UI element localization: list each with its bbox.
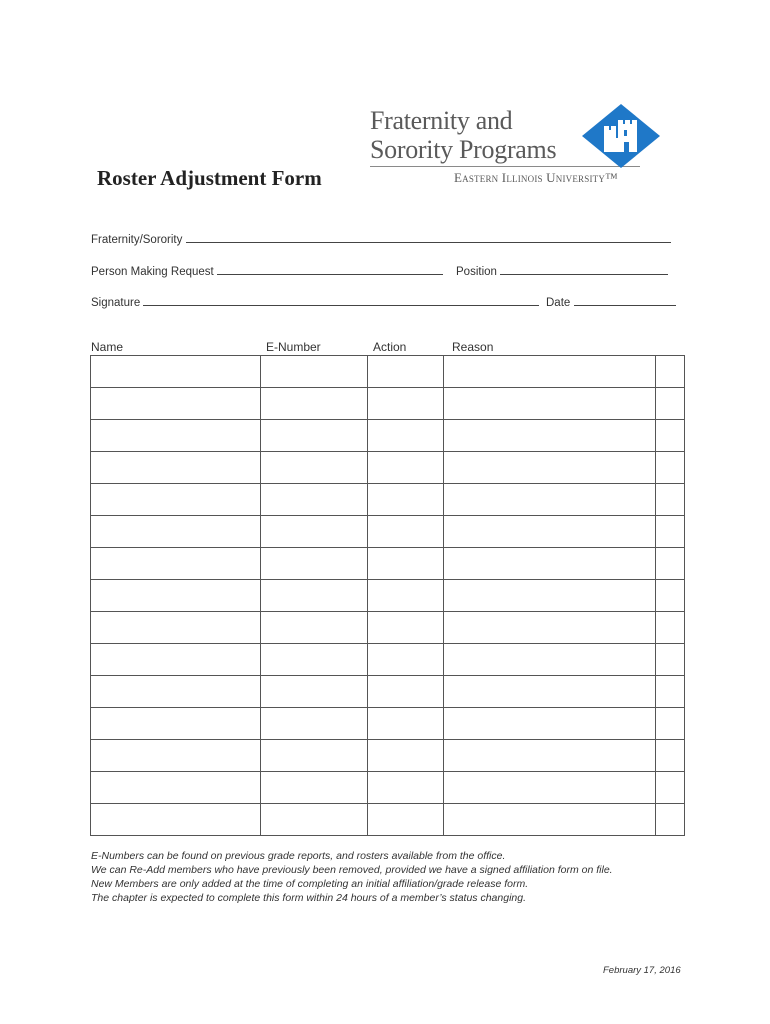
column-header-name: Name: [91, 340, 124, 354]
extra-cell[interactable]: [656, 580, 685, 612]
reason-cell[interactable]: [444, 676, 656, 708]
extra-cell[interactable]: [656, 644, 685, 676]
date-field[interactable]: [546, 295, 676, 309]
table-row: [91, 356, 685, 388]
extra-cell[interactable]: [656, 548, 685, 580]
name-cell[interactable]: [91, 356, 261, 388]
extra-cell[interactable]: [656, 420, 685, 452]
e-number-cell[interactable]: [261, 356, 368, 388]
reason-cell[interactable]: [444, 420, 656, 452]
action-cell[interactable]: [368, 644, 444, 676]
column-header-reason: Reason: [452, 340, 494, 354]
action-cell[interactable]: [368, 772, 444, 804]
reason-cell[interactable]: [444, 388, 656, 420]
reason-cell[interactable]: [444, 484, 656, 516]
e-number-cell[interactable]: [261, 676, 368, 708]
note-line: E-Numbers can be found on previous grade reports, and rosters available from the office.: [91, 850, 506, 862]
name-cell[interactable]: [91, 740, 261, 772]
e-number-cell[interactable]: [261, 708, 368, 740]
reason-cell[interactable]: [444, 452, 656, 484]
table-row: [91, 804, 685, 836]
note-line: We can Re-Add members who have previously been removed, provided we have a signed affiliation form on file.: [91, 864, 613, 876]
column-header-e-number: E-Number: [266, 340, 321, 354]
name-cell[interactable]: [91, 708, 261, 740]
position-label: Position: [456, 266, 497, 278]
action-cell[interactable]: [368, 516, 444, 548]
logo-line-2: Sorority Programs: [370, 135, 557, 164]
reason-cell[interactable]: [444, 708, 656, 740]
extra-cell[interactable]: [656, 516, 685, 548]
fraternity-sorority-label: Fraternity/Sorority: [91, 234, 183, 246]
extra-cell[interactable]: [656, 452, 685, 484]
person-making-request-label: Person Making Request: [91, 266, 214, 278]
name-cell[interactable]: [91, 388, 261, 420]
extra-cell[interactable]: [656, 484, 685, 516]
name-cell[interactable]: [91, 452, 261, 484]
note-line: New Members are only added at the time of completing an initial affiliation/grade release form.: [91, 878, 529, 890]
extra-cell[interactable]: [656, 740, 685, 772]
action-cell[interactable]: [368, 356, 444, 388]
e-number-cell[interactable]: [261, 804, 368, 836]
e-number-cell[interactable]: [261, 548, 368, 580]
date-line[interactable]: [574, 295, 676, 306]
column-header-action: Action: [373, 340, 407, 354]
person-making-request-field[interactable]: [91, 264, 443, 278]
extra-cell[interactable]: [656, 804, 685, 836]
logo-university: Eastern Illinois University™: [454, 170, 618, 185]
fraternity-sorority-line[interactable]: [186, 232, 671, 243]
name-cell[interactable]: [91, 676, 261, 708]
action-cell[interactable]: [368, 548, 444, 580]
extra-cell[interactable]: [656, 356, 685, 388]
table-row: [91, 708, 685, 740]
table-row: [91, 612, 685, 644]
name-cell[interactable]: [91, 484, 261, 516]
e-number-cell[interactable]: [261, 612, 368, 644]
name-cell[interactable]: [91, 804, 261, 836]
form-title: Roster Adjustment Form: [97, 166, 322, 190]
table-row: [91, 516, 685, 548]
reason-cell[interactable]: [444, 548, 656, 580]
note-line: The chapter is expected to complete this form within 24 hours of a member’s status changing.: [91, 892, 527, 904]
e-number-cell[interactable]: [261, 644, 368, 676]
e-number-cell[interactable]: [261, 740, 368, 772]
extra-cell[interactable]: [656, 676, 685, 708]
date-label: Date: [546, 297, 571, 309]
reason-cell[interactable]: [444, 644, 656, 676]
table-row: [91, 580, 685, 612]
table-row: [91, 644, 685, 676]
extra-cell[interactable]: [656, 612, 685, 644]
person-making-request-line[interactable]: [217, 264, 443, 275]
action-cell[interactable]: [368, 452, 444, 484]
name-cell[interactable]: [91, 580, 261, 612]
table-row: [91, 388, 685, 420]
roster-table: [90, 355, 685, 836]
action-cell[interactable]: [368, 676, 444, 708]
e-number-cell[interactable]: [261, 420, 368, 452]
action-cell[interactable]: [368, 612, 444, 644]
signature-line[interactable]: [143, 295, 539, 306]
reason-cell[interactable]: [444, 772, 656, 804]
action-cell[interactable]: [368, 484, 444, 516]
e-number-cell[interactable]: [261, 516, 368, 548]
reason-cell[interactable]: [444, 612, 656, 644]
action-cell[interactable]: [368, 420, 444, 452]
fraternity-sorority-field[interactable]: [91, 232, 671, 246]
e-number-cell[interactable]: [261, 772, 368, 804]
table-row: [91, 548, 685, 580]
reason-cell[interactable]: [444, 516, 656, 548]
table-row: [91, 772, 685, 804]
reason-cell[interactable]: [444, 804, 656, 836]
table-row: [91, 420, 685, 452]
logo-line-1: Fraternity and: [370, 106, 513, 135]
e-number-cell[interactable]: [261, 388, 368, 420]
extra-cell[interactable]: [656, 708, 685, 740]
name-cell[interactable]: [91, 644, 261, 676]
organization-logo: [368, 100, 660, 190]
name-cell[interactable]: [91, 772, 261, 804]
e-number-cell[interactable]: [261, 580, 368, 612]
position-line[interactable]: [500, 264, 668, 275]
table-row: [91, 740, 685, 772]
name-cell[interactable]: [91, 516, 261, 548]
instructions-notes: [91, 849, 613, 905]
table-row: [91, 484, 685, 516]
castle-tower-diamond-icon: [582, 104, 660, 168]
action-cell[interactable]: [368, 708, 444, 740]
signature-label: Signature: [91, 297, 141, 309]
e-number-cell[interactable]: [261, 484, 368, 516]
reason-cell[interactable]: [444, 356, 656, 388]
signature-field[interactable]: [91, 295, 539, 309]
action-cell[interactable]: [368, 388, 444, 420]
extra-cell[interactable]: [656, 772, 685, 804]
table-row: [91, 676, 685, 708]
reason-cell[interactable]: [444, 740, 656, 772]
reason-cell[interactable]: [444, 580, 656, 612]
e-number-cell[interactable]: [261, 452, 368, 484]
name-cell[interactable]: [91, 420, 261, 452]
extra-cell[interactable]: [656, 388, 685, 420]
revision-date: February 17, 2016: [603, 965, 681, 976]
name-cell[interactable]: [91, 612, 261, 644]
action-cell[interactable]: [368, 740, 444, 772]
action-cell[interactable]: [368, 580, 444, 612]
table-row: [91, 452, 685, 484]
name-cell[interactable]: [91, 548, 261, 580]
position-field[interactable]: [456, 264, 668, 278]
action-cell[interactable]: [368, 804, 444, 836]
